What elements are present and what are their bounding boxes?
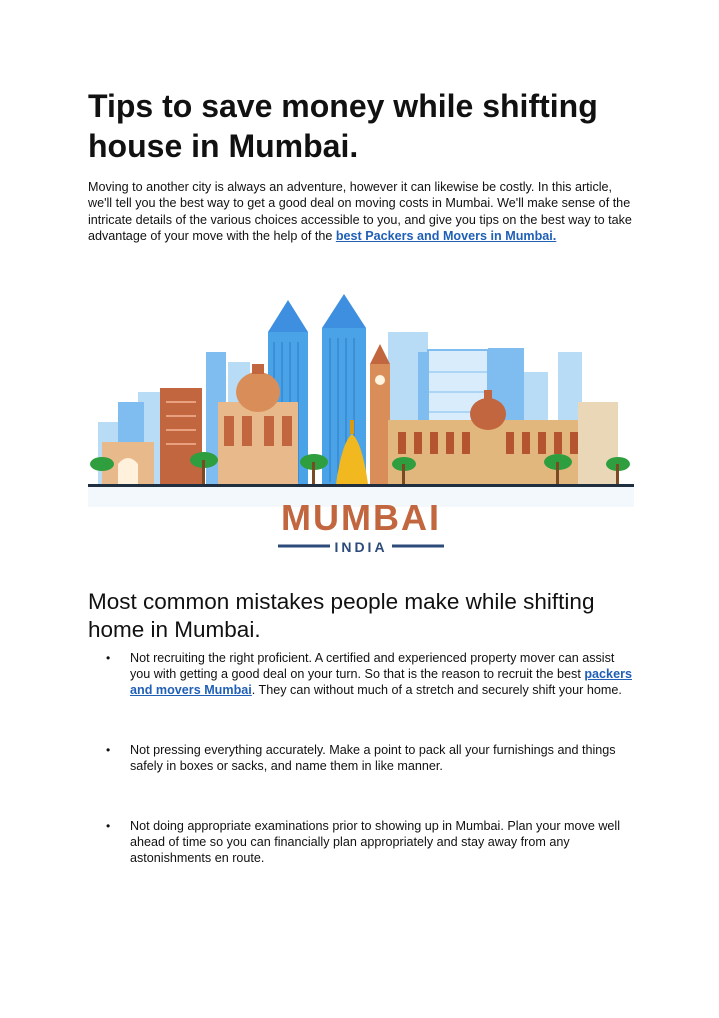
mumbai-wordmark: MUMBAI — [281, 497, 441, 538]
tips-list — [88, 650, 634, 866]
intro-text: Moving to another city is always an adventure, however it can likewise be costly. In this article, we'll tell you the best way to get a good deal on moving costs in Mumbai. We'll make sense of the intricate details of the various choices accessible to you, and give you tips on the best way to take advantage of your move with the help of the — [88, 180, 632, 243]
tip-text: Not doing appropriate examinations prior to showing up in Mumbai. Plan your move well ahead of time so you can financially plan appropriately and stay away from any astonishments en route. — [130, 819, 621, 865]
india-wordmark: INDIA — [334, 539, 388, 555]
list-item — [88, 742, 634, 774]
bullet: • — [106, 743, 111, 757]
ground-line — [88, 484, 634, 487]
tip-text: Not pressing everything accurately. Make a point to pack all your furnishings and things safely in boxes or sacks, and name them in like manner. — [130, 743, 616, 773]
mumbai-skyline-illustration — [88, 292, 634, 560]
packers-movers-mumbai-link[interactable]: packers and movers Mumbai — [130, 667, 632, 697]
list-item — [88, 818, 634, 866]
page-title: Tips to save money while shifting house in Mumbai. — [88, 88, 598, 164]
intro-paragraph — [88, 179, 634, 244]
section-heading: Most common mistakes people make while shifting home in Mumbai. — [88, 589, 595, 642]
tip-text-after: . They can without much of a stretch and securely shift your home. — [251, 683, 622, 697]
right-tower — [578, 402, 618, 484]
packers-movers-link[interactable]: best Packers and Movers in Mumbai. — [335, 228, 557, 243]
bullet: • — [106, 819, 111, 833]
bullet: • — [106, 651, 111, 665]
clock-tower — [370, 344, 390, 484]
list-item — [88, 650, 634, 698]
skyline-svg — [88, 292, 634, 560]
tip-text: Not recruiting the right proficient. A certified and experienced property mover can assist you with getting a good deal on your turn. So that is the reason to recruit the best — [130, 651, 615, 681]
